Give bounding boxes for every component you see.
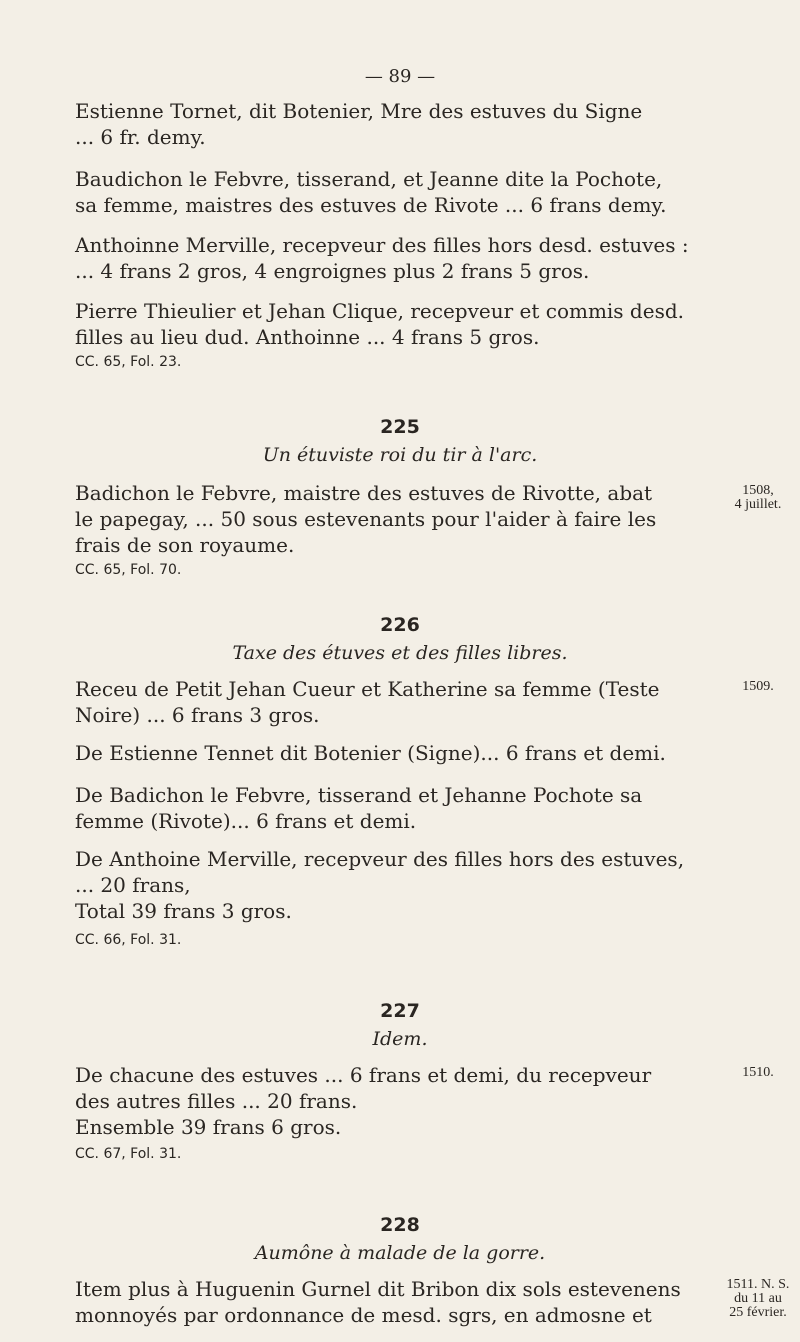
- entry-number: 226: [380, 614, 420, 636]
- text-line: De Anthoine Merville, recepveur des filles hors des estuves,: [75, 847, 685, 871]
- archive-reference: CC. 66, Fol. 31.: [75, 932, 182, 948]
- entry-number: 228: [380, 1214, 420, 1236]
- entry-text: [75, 1276, 705, 1328]
- text-line: De Estienne Tennet dit Botenier (Signe)... 6 frans et demi.: [75, 741, 666, 765]
- entry-text: [75, 846, 705, 924]
- entry-text: [75, 676, 705, 728]
- text-line: ... 20 frans,: [75, 873, 191, 897]
- margin-date-line: 1509.: [742, 679, 774, 694]
- margin-date-line: du 11 au: [734, 1291, 782, 1306]
- margin-date-line: 4 juillet.: [734, 497, 782, 512]
- text-line: De Badichon le Febvre, tisserand et Jehanne Pochote sa: [75, 783, 643, 807]
- margin-date-line: 25 février.: [729, 1305, 787, 1320]
- text-line: Ensemble 39 frans 6 gros.: [75, 1115, 342, 1139]
- entry-text: [75, 740, 705, 766]
- entry-text: [75, 1062, 705, 1140]
- text-line: frais de son royaume.: [75, 533, 295, 557]
- entry-number: 225: [380, 416, 420, 438]
- paragraph: [75, 298, 705, 350]
- text-line: Anthoinne Merville, recepveur des filles hors desd. estuves :: [75, 233, 689, 257]
- paragraph: [75, 232, 705, 284]
- text-line: femme (Rivote)... 6 frans et demi.: [75, 809, 417, 833]
- text-line: ... 4 frans 2 gros, 4 engroignes plus 2 frans 5 gros.: [75, 259, 590, 283]
- margin-date-line: 1511. N. S.: [726, 1277, 790, 1292]
- margin-date: [718, 484, 798, 512]
- margin-date: [718, 680, 798, 694]
- entry-subtitle: Idem.: [372, 1028, 428, 1050]
- entry-subtitle: Un étuviste roi du tir à l'arc.: [262, 444, 538, 466]
- text-line: Baudichon le Febvre, tisserand, et Jeanne dite la Pochote,: [75, 167, 663, 191]
- margin-date: [718, 1278, 798, 1320]
- text-line: Pierre Thieulier et Jehan Clique, recepveur et commis desd.: [75, 299, 684, 323]
- text-line: Item plus à Huguenin Gurnel dit Bribon dix sols estevenens: [75, 1277, 681, 1301]
- archive-reference: CC. 65, Fol. 70.: [75, 562, 182, 578]
- margin-date-line: 1508,: [742, 483, 774, 498]
- entry-subtitle: Aumône à malade de la gorre.: [254, 1242, 546, 1264]
- paragraph: [75, 166, 705, 218]
- entry-number: 227: [380, 1000, 420, 1022]
- text-line: des autres filles ... 20 frans.: [75, 1089, 358, 1113]
- archive-reference: CC. 67, Fol. 31.: [75, 1146, 182, 1162]
- text-line: De chacune des estuves ... 6 frans et demi, du recepveur: [75, 1063, 652, 1087]
- margin-date-line: 1510.: [742, 1065, 774, 1080]
- paragraph: [75, 98, 705, 150]
- text-line: Total 39 frans 3 gros.: [75, 899, 292, 923]
- archive-reference: CC. 65, Fol. 23.: [75, 354, 182, 370]
- text-line: ... 6 fr. demy.: [75, 125, 206, 149]
- entry-text: [75, 480, 705, 558]
- text-line: Noire) ... 6 frans 3 gros.: [75, 703, 320, 727]
- entry-subtitle: Taxe des étuves et des filles libres.: [232, 642, 568, 664]
- entry-text: [75, 782, 705, 834]
- text-line: monnoyés par ordonnance de mesd. sgrs, en admosne et: [75, 1303, 652, 1327]
- page-number: — 89 —: [364, 66, 436, 87]
- text-line: filles au lieu dud. Anthoinne ... 4 frans 5 gros.: [75, 325, 540, 349]
- text-line: Receu de Petit Jehan Cueur et Katherine sa femme (Teste: [75, 677, 660, 701]
- margin-date: [718, 1066, 798, 1080]
- text-line: Estienne Tornet, dit Botenier, Mre des estuves du Signe: [75, 99, 643, 123]
- text-line: sa femme, maistres des estuves de Rivote ... 6 frans demy.: [75, 193, 667, 217]
- text-line: le papegay, ... 50 sous estevenants pour l'aider à faire les: [75, 507, 657, 531]
- text-line: Badichon le Febvre, maistre des estuves de Rivotte, abat: [75, 481, 653, 505]
